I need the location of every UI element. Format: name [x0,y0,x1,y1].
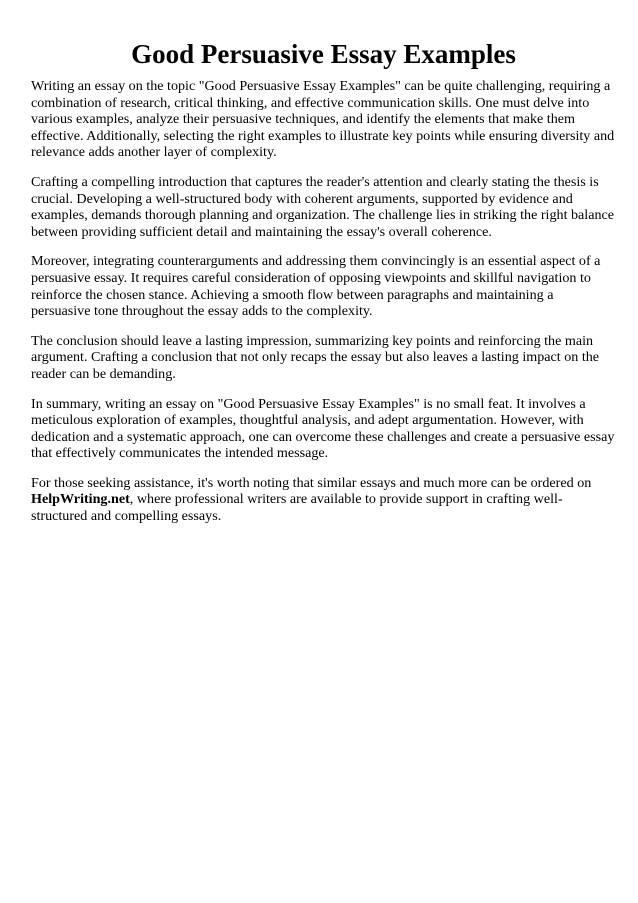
paragraph-4: The conclusion should leave a lasting impression, summarizing key points and reinforcing the main argument. Crafting a conclusion that not only recaps the essay but also leaves a lasting impact on the reader can be demanding. [31,332,600,382]
paragraph-6-outro: , where professional writers are available to provide support in crafting well-structured and compelling essays. [31,491,563,525]
paragraph-3: Moreover, integrating counterarguments and addressing them convincingly is an essential aspect of a persuasive essay. It requires careful consideration of opposing viewpoints and skillful navigation to reinforce the chosen stance. Achieving a smooth flow between paragraphs and maintaining a persuasive tone throughout the essay adds to the complexity. [31,253,601,320]
document-page [31,38,616,538]
paragraph-5: In summary, writing an essay on "Good Persuasive Essay Examples" is no small feat. It involves a meticulous exploration of examples, thoughtful analysis, and adept argumentation. However, with dedication and a systematic approach, one can overcome these challenges and create a persuasive essay that effectively communicates the intended message. [31,395,615,462]
paragraph-6 [31,475,616,525]
paragraph-6-intro: For those seeking assistance, it's worth noting that similar essays and much more can be ordered on [31,474,592,491]
page-title: Good Persuasive Essay Examples [131,39,516,69]
paragraph-1: Writing an essay on the topic "Good Persuasive Essay Examples" can be quite challenging, requiring a combination of research, critical thinking, and effective communication skills. One must delve into various examples, analyze their persuasive techniques, and identify the elements that make them effective. Additionally, selecting the right examples to illustrate key points while ensuring diversity and relevance adds another layer of complexity. [31,78,615,161]
helpwriting-link[interactable]: HelpWriting.net [31,491,130,508]
paragraph-2: Crafting a compelling introduction that captures the reader's attention and clearly stating the thesis is crucial. Developing a well-structured body with coherent arguments, supported by evidence and examples, demands thorough planning and organization. The challenge lies in striking the right balance between providing sufficient detail and maintaining the essay's overall coherence. [31,173,615,240]
